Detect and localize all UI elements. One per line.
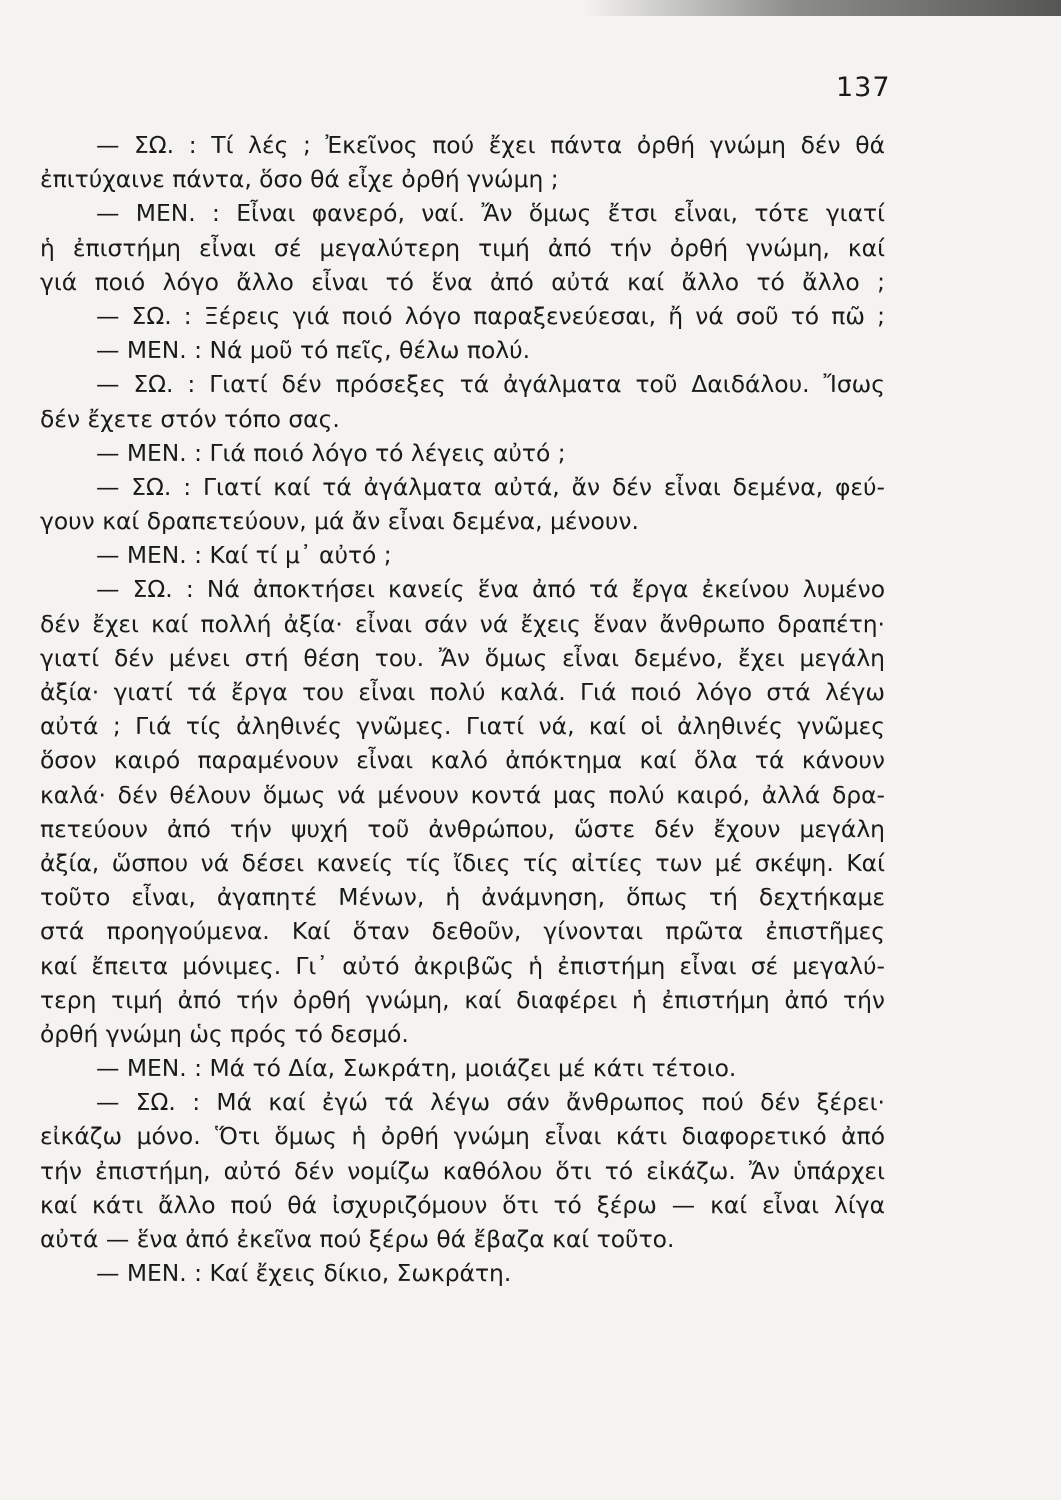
- text-line: — ΣΩ. : Ξέρεις γιά ποιό λόγο παραξενεύεσαι, ἤ νά σοῦ τό πῶ ;: [96, 301, 885, 330]
- dialogue-text-block: [40, 128, 885, 1290]
- text-line: — ΣΩ. : Γιατί καί τά ἀγάλματα αὐτά, ἄν δέν εἶναι δεμένα, φεύ-: [96, 472, 885, 501]
- text-line: — ΣΩ. : Τί λές ; Ἐκεῖνος πού ἔχει πάντα ὀρθή γνώμη δέν θά: [96, 131, 885, 159]
- text-line: πετεύουν ἀπό τήν ψυχή τοῦ ἀνθρώπου, ὥστε δέν ἔχουν μεγάλη: [40, 814, 885, 843]
- scan-top-edge-shadow: [0, 0, 1061, 16]
- text-line: εἰκάζω μόνο. Ὅτι ὅμως ἡ ὀρθή γνώμη εἶναι κάτι διαφορετικό ἀπό: [40, 1122, 885, 1151]
- text-line: — ΜΕΝ. : Εἶναι φανερό, ναί. Ἄν ὅμως ἔτσι εἶναι, τότε γιατί: [96, 199, 885, 228]
- text-line: — ΣΩ. : Γιατί δέν πρόσεξες τά ἀγάλματα τοῦ Δαιδάλου. Ἴσως: [96, 370, 885, 399]
- text-line: — ΜΕΝ. : Γιά ποιό λόγο τό λέγεις αὐτό ;: [96, 438, 566, 467]
- text-line: — ΜΕΝ. : Καί ἔχεις δίκιο, Σωκράτη.: [96, 1259, 512, 1288]
- text-line: τερη τιμή ἀπό τήν ὀρθή γνώμη, καί διαφέρει ἡ ἐπιστήμη ἀπό τήν: [40, 985, 885, 1014]
- page-number: 137: [836, 72, 891, 103]
- text-line: αὐτά — ἕνα ἀπό ἐκεῖνα πού ξέρω θά ἔβαζα καί τοῦτο.: [40, 1225, 675, 1253]
- text-line: καί ἔπειτα μόνιμες. Γι᾽ αὐτό ἀκριβῶς ἡ ἐπιστήμη εἶναι σέ μεγαλύ-: [40, 951, 885, 980]
- text-line: αὐτά ; Γιά τίς ἀληθινές γνῶμες. Γιατί νά, καί οἱ ἀληθινές γνῶμες: [40, 712, 885, 741]
- text-line: — ΜΕΝ. : Καί τί μ᾽ αὐτό ;: [96, 541, 392, 570]
- text-line: ἡ ἐπιστήμη εἶναι σέ μεγαλύτερη τιμή ἀπό τήν ὀρθή γνώμη, καί: [40, 233, 885, 262]
- text-line: καί κάτι ἄλλο πού θά ἰσχυριζόμουν ὅτι τό ξέρω — καί εἶναι λίγα: [40, 1190, 885, 1219]
- text-line: τήν ἐπιστήμη, αὐτό δέν νομίζω καθόλου ὅτι τό εἰκάζω. Ἄν ὑπάρχει: [40, 1156, 885, 1185]
- text-line: ὅσον καιρό παραμένουν εἶναι καλό ἀπόκτημα καί ὅλα τά κάνουν: [40, 746, 885, 775]
- text-line: δέν ἔχει καί πολλή ἀξία· εἶναι σάν νά ἔχεις ἕναν ἄνθρωπο δραπέτη·: [40, 609, 885, 638]
- text-line: γουν καί δραπετεύουν, μά ἄν εἶναι δεμένα, μένουν.: [40, 507, 639, 536]
- text-line: — ΣΩ. : Νά ἀποκτήσει κανείς ἕνα ἀπό τά ἔργα ἐκείνου λυμένο: [96, 575, 885, 604]
- text-line: — ΜΕΝ. : Μά τό Δία, Σωκράτη, μοιάζει μέ κάτι τέτοιο.: [96, 1054, 737, 1083]
- text-line: — ΜΕΝ. : Νά μοῦ τό πεῖς, θέλω πολύ.: [96, 336, 531, 365]
- text-line: τοῦτο εἶναι, ἀγαπητέ Μένων, ἡ ἀνάμνηση, ὅπως τή δεχτήκαμε: [40, 883, 885, 912]
- text-line: στά προηγούμενα. Καί ὅταν δεθοῦν, γίνονται πρῶτα ἐπιστῆμες: [40, 917, 885, 946]
- text-line: ἀξία· γιατί τά ἔργα του εἶναι πολύ καλά. Γιά ποιό λόγο στά λέγω: [40, 678, 885, 706]
- text-line: γιατί δέν μένει στή θέση του. Ἄν ὅμως εἶναι δεμένο, ἔχει μεγάλη: [40, 643, 885, 672]
- text-line: δέν ἔχετε στόν τόπο σας.: [40, 404, 340, 433]
- text-line: ὀρθή γνώμη ὡς πρός τό δεσμό.: [40, 1019, 409, 1048]
- text-line: ἀξία, ὥσπου νά δέσει κανείς τίς ἴδιες τίς αἰτίες των μέ σκέψη. Καί: [40, 848, 885, 877]
- text-line: — ΣΩ. : Μά καί ἐγώ τά λέγω σάν ἄνθρωπος πού δέν ξέρει·: [96, 1088, 885, 1117]
- text-line: καλά· δέν θέλουν ὅμως νά μένουν κοντά μας πολύ καιρό, ἀλλά δρα-: [40, 780, 885, 809]
- text-line: γιά ποιό λόγο ἄλλο εἶναι τό ἕνα ἀπό αὐτά καί ἄλλο τό ἄλλο ;: [40, 267, 885, 296]
- text-line: ἐπιτύχαινε πάντα, ὅσο θά εἶχε ὀρθή γνώμη ;: [40, 165, 559, 194]
